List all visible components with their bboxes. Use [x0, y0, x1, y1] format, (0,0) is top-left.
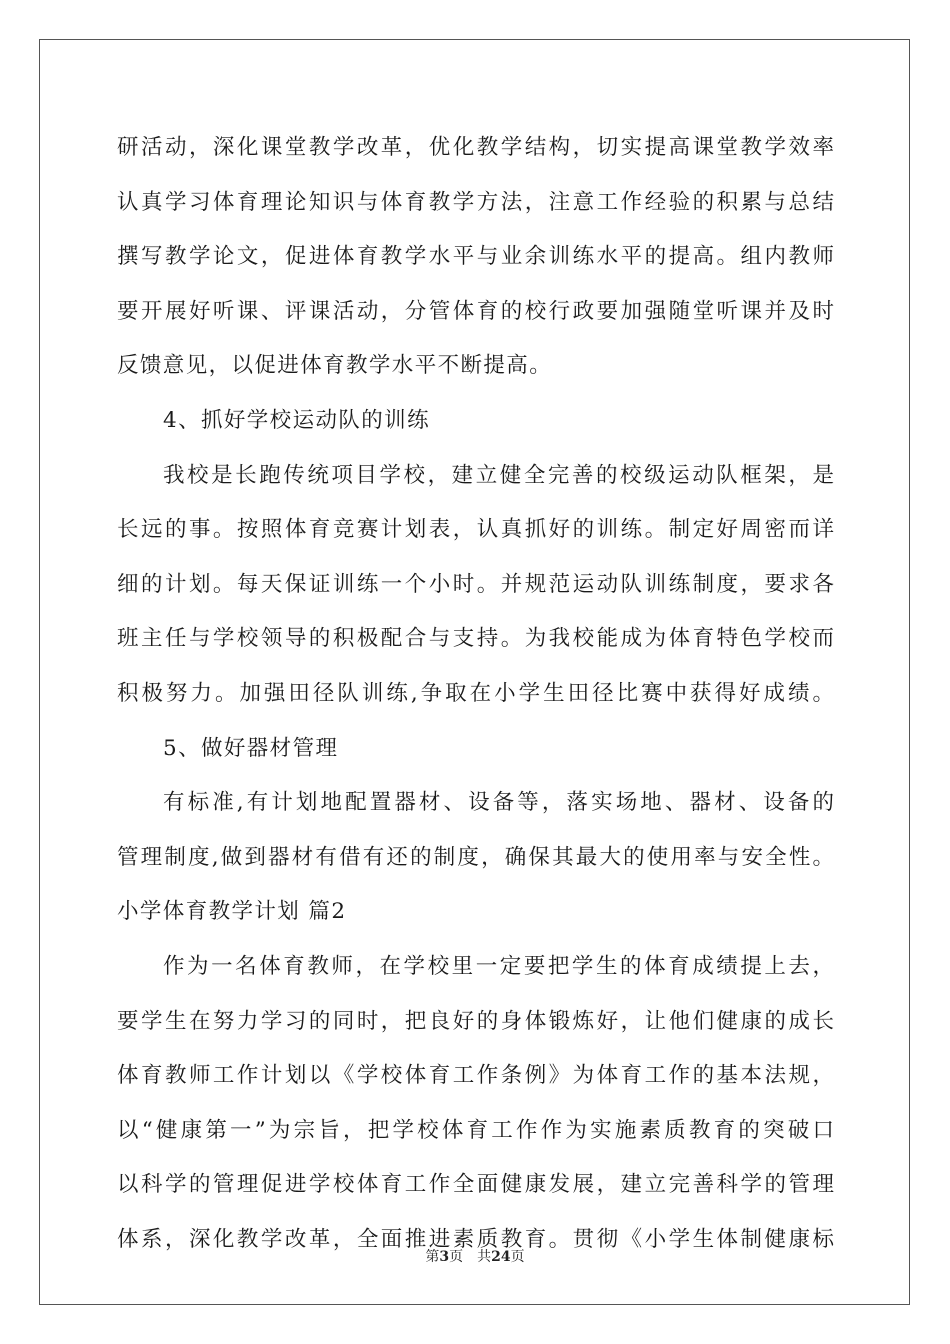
page-number-current: 3: [439, 1249, 450, 1265]
page-number-prefix: 第: [425, 1249, 440, 1265]
text-line: 要学生在努力学习的同时，把良好的身体锻炼好，让他们健康的成长: [117, 1008, 834, 1034]
text-line: 体育教师工作计划以《学校体育工作条例》为体育工作的基本法规，: [117, 1063, 834, 1089]
text-line: 4、抓好学校运动队的训练: [163, 407, 430, 433]
text-line: 作为一名体育教师，在学校里一定要把学生的体育成绩提上去，: [163, 953, 834, 979]
page-total-suffix: 页: [510, 1249, 525, 1265]
text-line: 有标准,有计划地配置器材、设备等，落实场地、器材、设备的: [163, 790, 834, 816]
text-line: 以“健康第一”为宗旨，把学校体育工作作为实施素质教育的突破口: [117, 1117, 834, 1143]
text-line: 要开展好听课、评课活动，分管体育的校行政要加强随堂听课并及时: [117, 298, 834, 324]
document-body: [117, 126, 834, 1272]
text-line: 体系，深化教学改革，全面推进素质教育。贯彻《小学生体制健康标: [117, 1226, 834, 1252]
text-line: 细的计划。每天保证训练一个小时。并规范运动队训练制度，要求各: [117, 571, 834, 597]
text-line: 以科学的管理促进学校体育工作全面健康发展，建立完善科学的管理: [117, 1172, 834, 1198]
page-total-prefix: 共: [477, 1249, 492, 1265]
text-line: 研活动，深化课堂教学改革，优化教学结构，切实提高课堂教学效率: [117, 135, 834, 160]
text-line: 撰写教学论文，促进体育教学水平与业余训练水平的提高。组内教师: [117, 244, 834, 270]
text-line: 班主任与学校领导的积极配合与支持。为我校能成为体育特色学校而: [117, 626, 834, 652]
text-line: 反馈意见，以促进体育教学水平不断提高。: [117, 353, 553, 379]
text-line: 5、做好器材管理: [163, 735, 339, 761]
text-line: 认真学习体育理论知识与体育教学方法，注意工作经验的积累与总结: [117, 189, 834, 215]
text-line: 小学体育教学计划 篇2: [117, 899, 347, 925]
text-line: 积极努力。加强田径队训练,争取在小学生田径比赛中获得好成绩。: [117, 680, 834, 706]
text-line: 长远的事。按照体育竞赛计划表，认真抓好的训练。制定好周密而详: [117, 517, 834, 543]
text-line: 管理制度,做到器材有借有还的制度，确保其最大的使用率与安全性。: [117, 844, 834, 870]
page-number-suffix: 页: [449, 1249, 464, 1265]
page-footer: [0, 1246, 950, 1266]
page-total-count: 24: [491, 1249, 511, 1265]
text-line: 我校是长跑传统项目学校，建立健全完善的校级运动队框架，是: [163, 462, 834, 488]
